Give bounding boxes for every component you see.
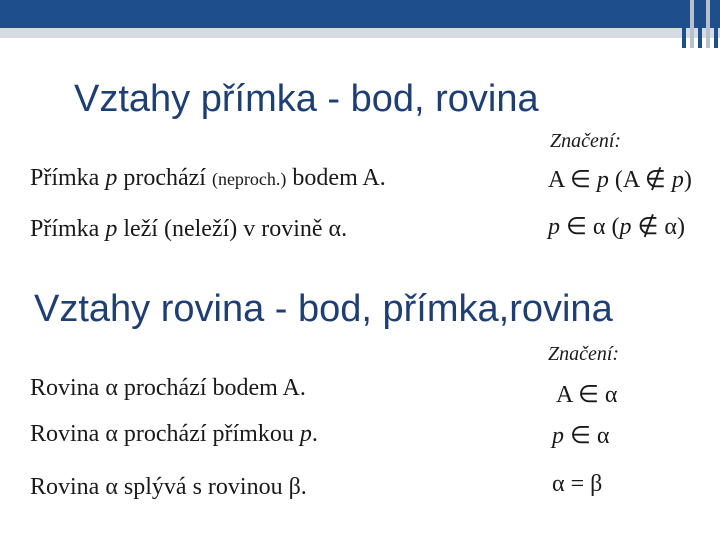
slide-top-stripe — [0, 28, 720, 38]
section1-line1-notation: A ∈ p (A ∉ p) — [548, 167, 692, 193]
section1-line2-notation: p ∈ α (p ∉ α) — [548, 214, 685, 240]
section1-heading: Vztahy přímka - bod, rovina — [74, 78, 539, 120]
slide-corner-decoration — [678, 0, 720, 48]
section1-line1: Přímka p prochází (neproch.) bodem A. — [30, 165, 386, 191]
section2-line3: Rovina α splývá s rovinou β. — [30, 474, 307, 500]
slide-top-bar — [0, 0, 720, 28]
section2-line2-notation: p ∈ α — [552, 423, 610, 449]
section2-notation-label: Značení: — [548, 343, 620, 365]
section2-line3-notation: α = β — [552, 471, 603, 497]
section1-line2: Přímka p leží (neleží) v rovině α. — [30, 216, 348, 242]
section2-heading: Vztahy rovina - bod, přímka,rovina — [34, 288, 613, 330]
section2-line1-notation: A ∈ α — [556, 382, 618, 408]
section1-notation-label: Značení: — [550, 130, 622, 152]
section2-line1: Rovina α prochází bodem A. — [30, 375, 306, 401]
section2-line2: Rovina α prochází přímkou p. — [30, 421, 318, 447]
